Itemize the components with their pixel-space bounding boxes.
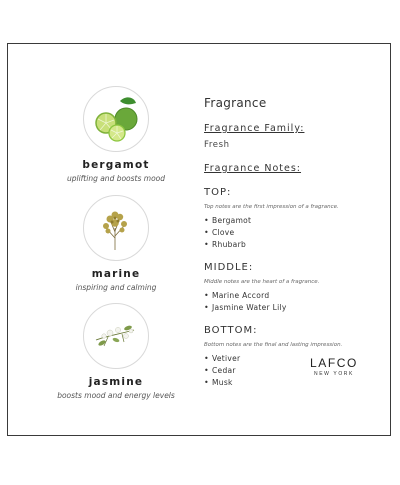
brand-name: LAFCO — [309, 356, 358, 370]
list-item: • Musk — [204, 378, 233, 387]
list-item: • Marine Accord — [204, 291, 270, 300]
card-frame — [7, 43, 391, 436]
bottom-notes-label: BOTTOM: — [204, 325, 258, 336]
fragrance-title: Fragrance — [204, 96, 267, 110]
note-name: marine — [91, 268, 141, 280]
brand-location: NEW YORK — [314, 371, 354, 377]
marine-circle — [83, 195, 149, 261]
list-item: • Vetiver — [204, 354, 241, 363]
bergamot-circle — [83, 86, 149, 152]
list-item: • Rhubarb — [204, 240, 247, 249]
middle-notes-label: MIDDLE: — [204, 262, 254, 273]
brand-logo — [310, 356, 358, 377]
list-item: • Clove — [204, 228, 235, 237]
list-item: • Jasmine Water Lily — [204, 303, 287, 312]
top-notes-list — [204, 216, 384, 249]
list-item: • Cedar — [204, 366, 236, 375]
note-description: boosts mood and energy levels — [57, 391, 175, 400]
note-marine — [26, 195, 206, 292]
bergamot-icon — [86, 89, 144, 147]
note-name: jasmine — [88, 376, 144, 388]
note-bergamot — [26, 86, 206, 183]
fragrance-details — [204, 96, 384, 390]
top-notes-label: TOP: — [204, 187, 232, 198]
note-jasmine — [26, 303, 206, 400]
jasmine-circle — [83, 303, 149, 369]
fragrance-family-label: Fragrance Family: — [204, 123, 305, 134]
jasmine-icon — [86, 306, 144, 364]
fragrance-notes-label: Fragrance Notes: — [204, 163, 302, 174]
top-notes-description: Top notes are the first impression of a fragrance. — [204, 204, 339, 210]
fragrance-family-value: Fresh — [204, 140, 230, 150]
note-name: bergamot — [82, 159, 150, 171]
list-item: • Bergamot — [204, 216, 252, 225]
note-description: inspiring and calming — [75, 283, 157, 292]
marine-plant-icon — [86, 198, 144, 256]
middle-notes-description: Middle notes are the heart of a fragrance. — [204, 279, 320, 285]
note-description: uplifting and boosts mood — [66, 174, 166, 183]
bottom-notes-description: Bottom notes are the final and lasting impression. — [204, 342, 343, 348]
middle-notes-list — [204, 291, 384, 312]
